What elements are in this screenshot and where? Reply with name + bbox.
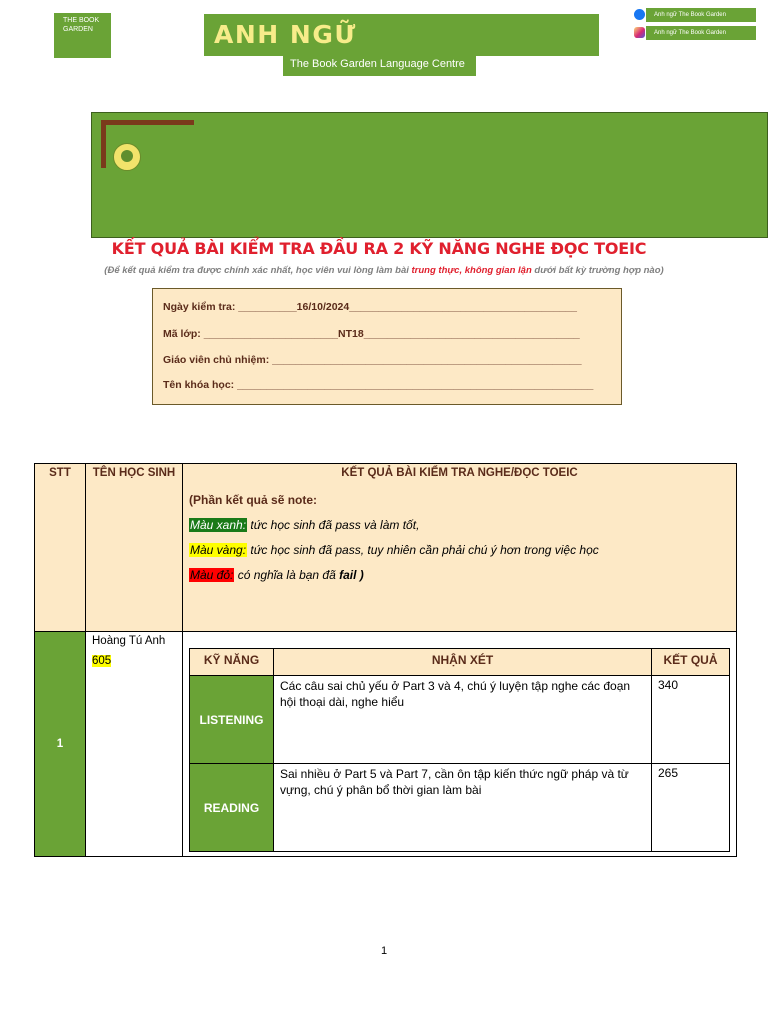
student-name: Hoàng Tú Anh [92, 635, 166, 647]
brand-subtitle: The Book Garden Language Centre [283, 55, 476, 76]
score-header: KẾT QUẢ [652, 649, 730, 676]
legend-note: (Phần kết quả sẽ note: [189, 493, 318, 507]
report-title: KẾT QUẢ BÀI KIỂM TRA ĐẦU RA 2 KỸ NĂNG NGHE ĐỌC TOEIC [111, 239, 647, 258]
skill-header: KỸ NĂNG [190, 649, 274, 676]
report-note: (Để kết quả kiểm tra được chính xác nhất, học viên vui lòng làm bài trung thực, không gian lận dưới bất kỳ trường hợp nào) [104, 265, 664, 276]
teacher-line: Giáo viên chủ nhiệm: _____________________________________________________ [163, 354, 582, 366]
legend-green: Màu xanh: tức học sinh đã pass và làm tốt, [190, 518, 420, 532]
test-date-line: Ngày kiểm tra: __________16/10/2024_______________________________________ [163, 301, 577, 313]
comment-header: NHẬN XÉT [274, 649, 652, 676]
book-garden-logo: THE BOOK GARDEN [54, 13, 111, 58]
legend-yellow: Màu vàng: tức học sinh đã pass, tuy nhiên cần phải chú ý hơn trong việc học [190, 543, 599, 557]
skill-result-cell [183, 632, 737, 857]
student-name-cell [86, 632, 183, 857]
reading-comment: Sai nhiều ở Part 5 và Part 7, cần ôn tập kiến thức ngữ pháp và từ vựng, chú ý phân bổ thời gian làm bài [274, 764, 652, 852]
table-row [190, 676, 730, 764]
book-garden-badge-icon [113, 143, 141, 171]
instagram-icon [634, 27, 645, 38]
student-stt: 1 [35, 632, 86, 857]
green-banner [91, 112, 768, 238]
page-number: 1 [380, 945, 388, 957]
column-header-name: TÊN HỌC SINH [86, 464, 183, 632]
skill-table [189, 648, 730, 852]
column-header-result: KẾT QUẢ BÀI KIỂM TRA NGHE/ĐỌC TOEIC [341, 467, 578, 479]
result-table [34, 463, 737, 857]
brand-banner [204, 14, 599, 56]
legend-red: Màu đỏ: có nghĩa là bạn đã fail ) [190, 568, 364, 582]
reading-score: 265 [652, 764, 730, 852]
skill-reading: READING [190, 764, 274, 852]
instagram-label: Anh ngữ The Book Garden [646, 26, 756, 40]
student-code: 605 [92, 655, 112, 667]
column-header-stt: STT [35, 464, 86, 632]
facebook-icon [634, 9, 645, 20]
class-code-line: Mã lớp: _______________________NT18_____________________________________ [163, 328, 580, 340]
banner-corner-decoration [101, 120, 194, 125]
result-legend [183, 464, 737, 632]
brand-title: ANH NGỮ [214, 20, 357, 49]
listening-comment: Các câu sai chủ yếu ở Part 3 và 4, chú ý luyện tập nghe các đoạn hội thoại dài, nghe hiểu [274, 676, 652, 764]
note-highlight: trung thực, không gian lận [411, 265, 532, 276]
test-info-box [152, 288, 622, 405]
listening-score: 340 [652, 676, 730, 764]
banner-corner-decoration-vertical [101, 120, 106, 168]
table-row [190, 764, 730, 852]
skill-listening: LISTENING [190, 676, 274, 764]
course-name-line: Tên khóa học: _____________________________________________________________ [163, 379, 594, 391]
facebook-label: Anh ngữ The Book Garden [646, 8, 756, 22]
